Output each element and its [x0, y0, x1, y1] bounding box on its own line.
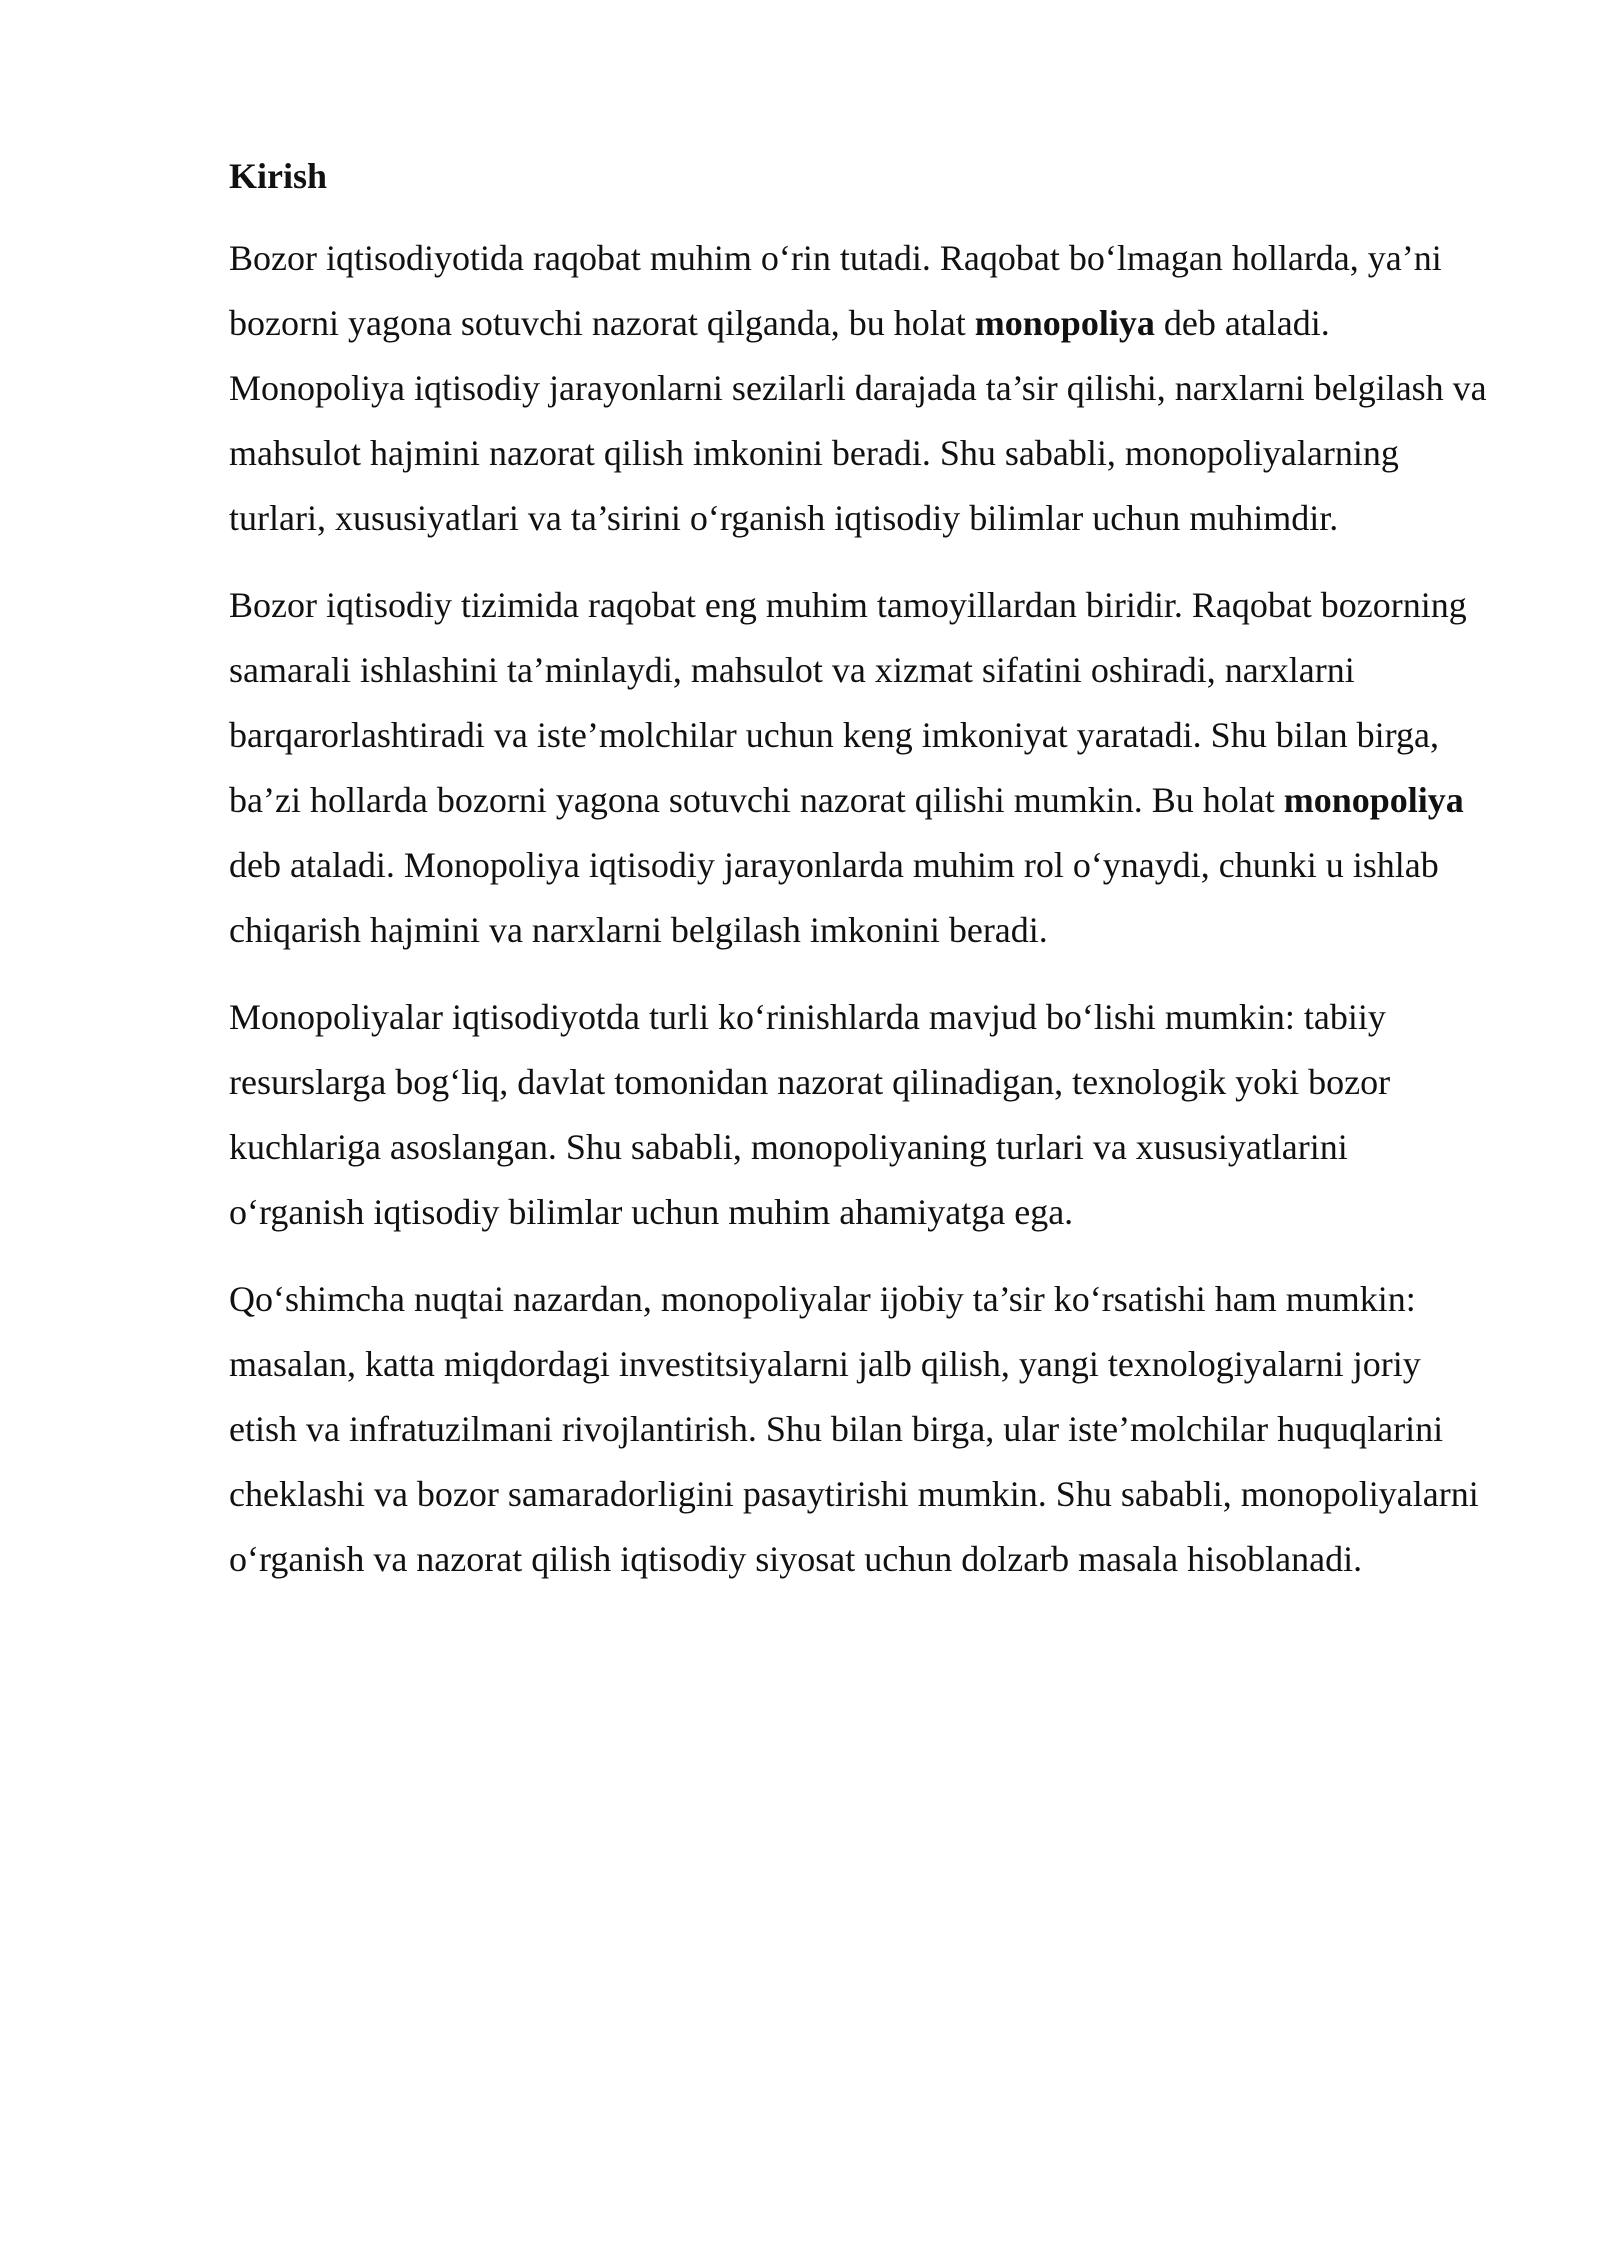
paragraph-2: [229, 573, 1489, 963]
paragraph-4: [229, 1267, 1489, 1592]
paragraph-text: Bozor iqtisodiyotida raqobat muhim o‘rin tutadi. Raqobat bo‘lmagan hollarda, ya’ni bozorni yagona sotuvchi nazorat qilganda, bu holat: [229, 238, 1442, 343]
paragraph-3: [229, 985, 1489, 1245]
paragraph-text: Monopoliyalar iqtisodiyotda turli ko‘rinishlarda mavjud bo‘lishi mumkin: tabiiy resurslarga bog‘liq, davlat tomonidan nazorat qilinadigan, texnologik yoki bozor kuchlariga asoslangan. Shu sababli, monopoliyaning turlari va xususiyatlarini o‘rganish iqtisodiy bilimlar uchun muhim ahamiyatga ega.: [229, 997, 1391, 1232]
paragraph-text: Qo‘shimcha nuqtai nazardan, monopoliyalar ijobiy ta’sir ko‘rsatishi ham mumkin: masalan, katta miqdordagi investitsiyalarni jalb qilish, yangi texnologiyalarni joriy etish va infratuzilmani rivojlantirish. Shu bilan birga, ular iste’molchilar huquqlarini cheklashi va bozor samaradorligini pasaytirishi mumkin. Shu sababli, monopoliyalarni o‘rganish va nazorat qilish iqtisodiy siyosat uchun dolzarb masala hisoblanadi.: [229, 1279, 1479, 1579]
section-heading: Kirish: [229, 156, 328, 196]
paragraph-text: deb ataladi. Monopoliya iqtisodiy jarayonlarda muhim rol o‘ynaydi, chunki u ishlab chiqarish hajmini va narxlarni belgilash imkonini beradi.: [229, 845, 1439, 950]
bold-term: monopoliya: [974, 303, 1155, 343]
paragraph-text: deb ataladi. Monopoliya iqtisodiy jarayonlarni sezilarli darajada ta’sir qilishi, narxlarni belgilash va mahsulot hajmini nazorat qilish imkonini beradi. Shu sababli, monopoliyalarning turlari, xususiyatlari va ta’sirini o‘rganish iqtisodiy bilimlar uchun muhimdir.: [229, 303, 1487, 538]
document-page: [229, 148, 1489, 1614]
bold-term: monopoliya: [1283, 780, 1464, 820]
paragraph-text: Bozor iqtisodiy tizimida raqobat eng muhim tamoyillardan biridir. Raqobat bozorning samarali ishlashini ta’minlaydi, mahsulot va xizmat sifatini oshiradi, narxlarni barqarorlashtiradi va iste’molchilar uchun keng imkoniyat yaratadi. Shu bilan birga, ba’zi hollarda bozorni yagona sotuvchi nazorat qilishi mumkin. Bu holat: [229, 585, 1467, 820]
paragraph-1: [229, 226, 1489, 551]
